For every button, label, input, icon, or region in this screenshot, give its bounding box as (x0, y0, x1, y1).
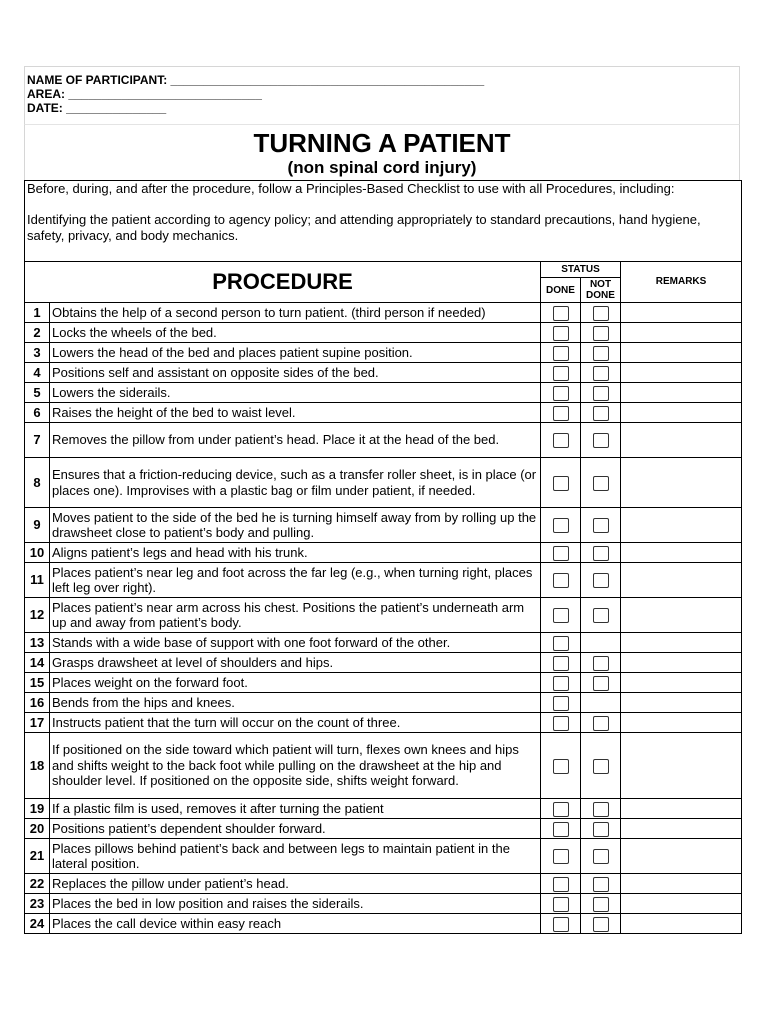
done-checkbox[interactable] (553, 306, 569, 321)
not-done-cell (581, 914, 621, 934)
remarks-cell[interactable] (621, 673, 742, 693)
not-done-checkbox[interactable] (593, 917, 609, 932)
not-done-cell (581, 343, 621, 363)
done-cell (541, 894, 581, 914)
step-number: 4 (25, 363, 50, 383)
not-done-cell (581, 874, 621, 894)
step-number: 12 (25, 598, 50, 633)
not-done-checkbox[interactable] (593, 849, 609, 864)
step-text: Instructs patient that the turn will occur on the count of three. (50, 713, 541, 733)
remarks-cell[interactable] (621, 383, 742, 403)
step-text: Bends from the hips and knees. (50, 693, 541, 713)
not-done-cell (581, 653, 621, 673)
step-number: 5 (25, 383, 50, 403)
done-checkbox[interactable] (553, 346, 569, 361)
remarks-cell[interactable] (621, 508, 742, 543)
table-row (25, 598, 742, 633)
step-number: 15 (25, 673, 50, 693)
done-checkbox[interactable] (553, 476, 569, 491)
step-text: Raises the height of the bed to waist level. (50, 403, 541, 423)
table-row (25, 323, 742, 343)
done-cell (541, 713, 581, 733)
table-row (25, 653, 742, 673)
done-cell (541, 633, 581, 653)
done-checkbox[interactable] (553, 546, 569, 561)
not-done-cell (581, 839, 621, 874)
step-number: 13 (25, 633, 50, 653)
not-done-cell (581, 323, 621, 343)
step-number: 10 (25, 543, 50, 563)
done-checkbox[interactable] (553, 608, 569, 623)
step-text: Removes the pillow from under patient’s head. Place it at the head of the bed. (50, 423, 541, 458)
done-checkbox[interactable] (553, 386, 569, 401)
not-done-cell (581, 423, 621, 458)
page-title: TURNING A PATIENT (253, 128, 511, 158)
intro-cell (25, 181, 742, 262)
step-number: 18 (25, 733, 50, 799)
not-done-checkbox[interactable] (593, 608, 609, 623)
step-text: Places pillows behind patient’s back and between legs to maintain patient in the lateral position. (50, 839, 541, 874)
done-cell (541, 403, 581, 423)
remarks-cell[interactable] (621, 423, 742, 458)
done-checkbox[interactable] (553, 849, 569, 864)
participant-info-block (24, 66, 740, 124)
done-checkbox[interactable] (553, 716, 569, 731)
done-checkbox[interactable] (553, 326, 569, 341)
done-cell (541, 598, 581, 633)
not-done-cell (581, 894, 621, 914)
not-done-cell (581, 633, 621, 653)
done-cell (541, 563, 581, 598)
step-text: Replaces the pillow under patient’s head. (50, 874, 541, 894)
step-text: Positions self and assistant on opposite sides of the bed. (50, 363, 541, 383)
done-cell (541, 303, 581, 323)
not-done-checkbox[interactable] (593, 676, 609, 691)
not-done-checkbox[interactable] (593, 802, 609, 817)
step-number: 24 (25, 914, 50, 934)
done-cell (541, 423, 581, 458)
done-checkbox[interactable] (553, 822, 569, 837)
step-text: Positions patient’s dependent shoulder forward. (50, 819, 541, 839)
intro-paragraph-1: Before, during, and after the procedure, follow a Principles-Based Checklist to use with all Procedures, including: (27, 181, 675, 196)
remarks-cell[interactable] (621, 323, 742, 343)
remarks-cell[interactable] (621, 403, 742, 423)
step-number: 1 (25, 303, 50, 323)
step-text: Grasps drawsheet at level of shoulders and hips. (50, 653, 541, 673)
table-row (25, 563, 742, 598)
not-done-cell (581, 303, 621, 323)
not-done-cell (581, 543, 621, 563)
table-row (25, 303, 742, 323)
remarks-cell[interactable] (621, 874, 742, 894)
remarks-cell[interactable] (621, 894, 742, 914)
done-checkbox[interactable] (553, 518, 569, 533)
not-done-cell (581, 673, 621, 693)
not-done-checkbox[interactable] (593, 656, 609, 671)
table-row (25, 914, 742, 934)
remarks-cell[interactable] (621, 693, 742, 713)
done-header: DONE (541, 278, 581, 303)
table-row (25, 508, 742, 543)
done-cell (541, 673, 581, 693)
not-done-cell (581, 383, 621, 403)
remarks-cell[interactable] (621, 343, 742, 363)
remarks-cell[interactable] (621, 839, 742, 874)
step-number: 2 (25, 323, 50, 343)
remarks-cell[interactable] (621, 303, 742, 323)
done-cell (541, 543, 581, 563)
done-checkbox[interactable] (553, 656, 569, 671)
remarks-cell[interactable] (621, 563, 742, 598)
done-checkbox[interactable] (553, 406, 569, 421)
not-done-checkbox[interactable] (593, 433, 609, 448)
step-number: 16 (25, 693, 50, 713)
step-number: 9 (25, 508, 50, 543)
not-done-cell (581, 458, 621, 508)
page-subtitle: (non spinal cord injury) (287, 158, 477, 177)
step-number: 6 (25, 403, 50, 423)
not-done-checkbox[interactable] (593, 326, 609, 341)
done-checkbox[interactable] (553, 366, 569, 381)
done-checkbox[interactable] (553, 802, 569, 817)
done-cell (541, 383, 581, 403)
done-checkbox[interactable] (553, 696, 569, 711)
not-done-checkbox[interactable] (593, 386, 609, 401)
step-text: Lowers the siderails. (50, 383, 541, 403)
done-checkbox[interactable] (553, 573, 569, 588)
not-done-checkbox[interactable] (593, 546, 609, 561)
not-done-checkbox[interactable] (593, 366, 609, 381)
remarks-cell[interactable] (621, 819, 742, 839)
table-row (25, 874, 742, 894)
done-cell (541, 653, 581, 673)
table-row (25, 343, 742, 363)
status-header: STATUS (541, 262, 621, 278)
done-cell (541, 799, 581, 819)
step-text: Obtains the help of a second person to turn patient. (third person if needed) (50, 303, 541, 323)
done-checkbox[interactable] (553, 877, 569, 892)
intro-row (25, 181, 742, 262)
not-done-cell (581, 819, 621, 839)
step-number: 20 (25, 819, 50, 839)
remarks-header: REMARKS (621, 262, 742, 303)
done-checkbox[interactable] (553, 759, 569, 774)
table-row (25, 713, 742, 733)
done-checkbox[interactable] (553, 676, 569, 691)
area-field[interactable]: AREA: _____________________________ (27, 87, 262, 101)
done-checkbox[interactable] (553, 917, 569, 932)
table-row (25, 633, 742, 653)
step-text: Moves patient to the side of the bed he is turning himself away from by rolling up the drawsheet close to patient’s body and pulling. (50, 508, 541, 543)
step-number: 3 (25, 343, 50, 363)
step-text: Places the bed in low position and raises the siderails. (50, 894, 541, 914)
step-number: 14 (25, 653, 50, 673)
step-number: 22 (25, 874, 50, 894)
procedure-table (24, 180, 742, 934)
not-done-cell (581, 713, 621, 733)
participant-name-field[interactable]: NAME OF PARTICIPANT: _______________________________________________ (27, 73, 485, 87)
table-row (25, 363, 742, 383)
not-done-cell (581, 508, 621, 543)
table-row (25, 403, 742, 423)
not-done-checkbox[interactable] (593, 897, 609, 912)
not-done-cell (581, 363, 621, 383)
done-cell (541, 323, 581, 343)
step-text: If positioned on the side toward which patient will turn, flexes own knees and hips and shifts weight to the back foot while pulling on the drawsheet at the hip and shoulder level. If positioned on the opposite side, shifts weight forward. (50, 733, 541, 799)
not-done-checkbox[interactable] (593, 346, 609, 361)
step-text: Places the call device within easy reach (50, 914, 541, 934)
step-text: If a plastic film is used, removes it after turning the patient (50, 799, 541, 819)
done-checkbox[interactable] (553, 433, 569, 448)
not-done-checkbox[interactable] (593, 716, 609, 731)
remarks-cell[interactable] (621, 713, 742, 733)
not-done-checkbox[interactable] (593, 822, 609, 837)
table-row (25, 894, 742, 914)
done-cell (541, 839, 581, 874)
table-row (25, 799, 742, 819)
not-done-cell (581, 403, 621, 423)
table-row (25, 543, 742, 563)
remarks-cell[interactable] (621, 458, 742, 508)
not-done-cell (581, 563, 621, 598)
date-field[interactable]: DATE: _______________ (27, 101, 167, 115)
done-cell (541, 363, 581, 383)
table-row (25, 819, 742, 839)
not-done-cell (581, 733, 621, 799)
title-block (24, 124, 740, 180)
not-done-checkbox[interactable] (593, 573, 609, 588)
done-cell (541, 693, 581, 713)
table-row (25, 733, 742, 799)
table-row (25, 839, 742, 874)
not-done-checkbox[interactable] (593, 306, 609, 321)
remarks-cell[interactable] (621, 653, 742, 673)
intro-paragraph-2: Identifying the patient according to agency policy; and attending appropriately to standard precautions, hand hygiene, safety, privacy, and body mechanics. (27, 212, 701, 243)
table-row (25, 693, 742, 713)
not-done-checkbox[interactable] (593, 518, 609, 533)
not-done-checkbox[interactable] (593, 406, 609, 421)
done-cell (541, 874, 581, 894)
step-text: Stands with a wide base of support with one foot forward of the other. (50, 633, 541, 653)
not-done-checkbox[interactable] (593, 476, 609, 491)
not-done-cell (581, 598, 621, 633)
step-number: 11 (25, 563, 50, 598)
step-text: Places weight on the forward foot. (50, 673, 541, 693)
not-done-cell (581, 693, 621, 713)
table-row (25, 383, 742, 403)
table-row (25, 673, 742, 693)
step-text: Aligns patient’s legs and head with his trunk. (50, 543, 541, 563)
step-number: 7 (25, 423, 50, 458)
not-done-checkbox[interactable] (593, 877, 609, 892)
table-header-row (25, 262, 742, 278)
checklist-sheet (24, 66, 740, 934)
step-number: 23 (25, 894, 50, 914)
done-cell (541, 508, 581, 543)
step-number: 17 (25, 713, 50, 733)
remarks-cell[interactable] (621, 598, 742, 633)
remarks-cell[interactable] (621, 914, 742, 934)
table-row (25, 423, 742, 458)
done-cell (541, 914, 581, 934)
step-text: Places patient’s near leg and foot across the far leg (e.g., when turning right, places left leg over right). (50, 563, 541, 598)
done-checkbox[interactable] (553, 897, 569, 912)
done-cell (541, 343, 581, 363)
step-text: Places patient’s near arm across his chest. Positions the patient’s underneath arm up and away from patient’s body. (50, 598, 541, 633)
step-number: 19 (25, 799, 50, 819)
not-done-cell (581, 799, 621, 819)
step-text: Ensures that a friction-reducing device, such as a transfer roller sheet, is in place (or places one). Improvises with a plastic bag or film under patient, if needed. (50, 458, 541, 508)
done-cell (541, 458, 581, 508)
step-number: 8 (25, 458, 50, 508)
procedure-header: PROCEDURE (25, 262, 541, 303)
step-text: Lowers the head of the bed and places patient supine position. (50, 343, 541, 363)
remarks-cell[interactable] (621, 799, 742, 819)
remarks-cell[interactable] (621, 733, 742, 799)
remarks-cell[interactable] (621, 633, 742, 653)
done-cell (541, 819, 581, 839)
table-row (25, 458, 742, 508)
step-number: 21 (25, 839, 50, 874)
done-checkbox[interactable] (553, 636, 569, 651)
not-done-header: NOT DONE (581, 278, 621, 303)
step-text: Locks the wheels of the bed. (50, 323, 541, 343)
not-done-checkbox[interactable] (593, 759, 609, 774)
remarks-cell[interactable] (621, 363, 742, 383)
done-cell (541, 733, 581, 799)
remarks-cell[interactable] (621, 543, 742, 563)
